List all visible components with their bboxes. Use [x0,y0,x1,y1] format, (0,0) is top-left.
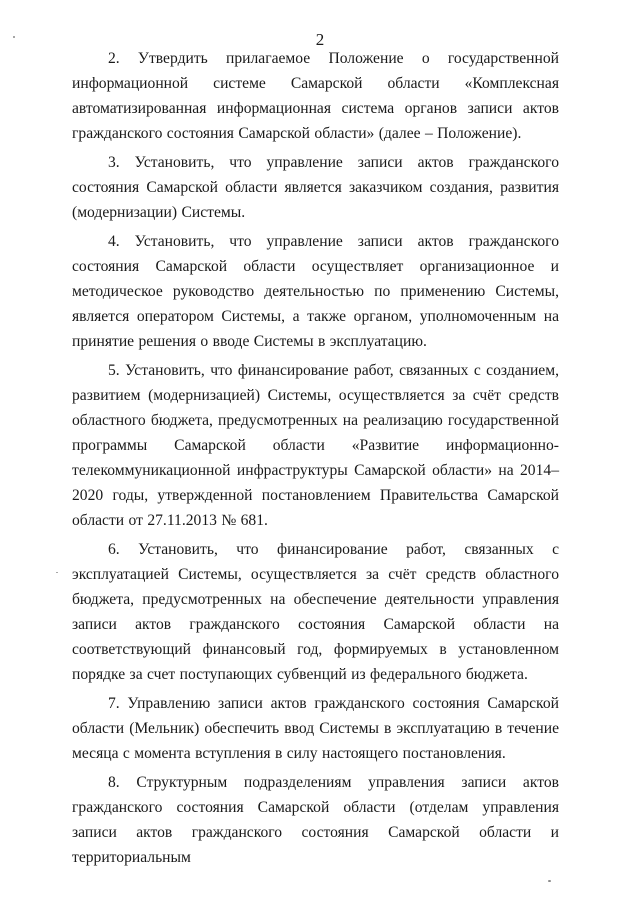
paragraph-2: 2. Утвердить прилагаемое Положение о государственной информационной системе Самарской области «Комплексная автоматизированная информационная система органов записи актов гражданского состояния Самарской области» (далее – Положение). [72,50,559,142]
paragraph-3: 3. Установить, что управление записи актов гражданского состояния Самарской области является заказчиком создания, развития (модернизации) Системы. [72,154,559,221]
document-body [72,46,559,874]
page-number: 2 [315,30,325,49]
scan-speck [13,36,15,38]
paragraph-7: 7. Управлению записи актов гражданского состояния Самарской области (Мельник) обеспечить ввод Системы в эксплуатацию в течение месяца с момента вступления в силу настоящего постановления. [72,695,559,762]
scan-speck [56,572,58,573]
paragraph-5: 5. Установить, что финансирование работ, связанных с созданием, развитием (модернизацией) Системы, осуществляется за счёт средств областного бюджета, предусмотренных на реализацию государственной программы Самарской области «Развитие информационно-телекоммуникационной инфраструктуры Самарской области» на 2014–2020 годы, утвержденной постановлением Правительства Самарской области от 27.11.2013 № 681. [72,362,559,529]
paragraph-6: 6. Установить, что финансирование работ, связанных с эксплуатацией Системы, осуществляется за счёт средств областного бюджета, предусмотренных на обеспечение деятельности управления записи актов гражданского состояния Самарской области на соответствующий финансовый год, формируемых в установленном порядке за счет поступающих субвенций из федерального бюджета. [72,541,559,683]
scan-speck [548,880,551,882]
paragraph-8: 8. Структурным подразделениям управления записи актов гражданского состояния Самарской области (отделам управления записи актов гражданского состояния Самарской области и территориальным [72,774,559,866]
paragraph-4: 4. Установить, что управление записи актов гражданского состояния Самарской области осуществляет организационное и методическое руководство деятельностью по применению Системы, является оператором Системы, а также органом, уполномоченным на принятие решения о вводе Системы в эксплуатацию. [72,233,559,350]
